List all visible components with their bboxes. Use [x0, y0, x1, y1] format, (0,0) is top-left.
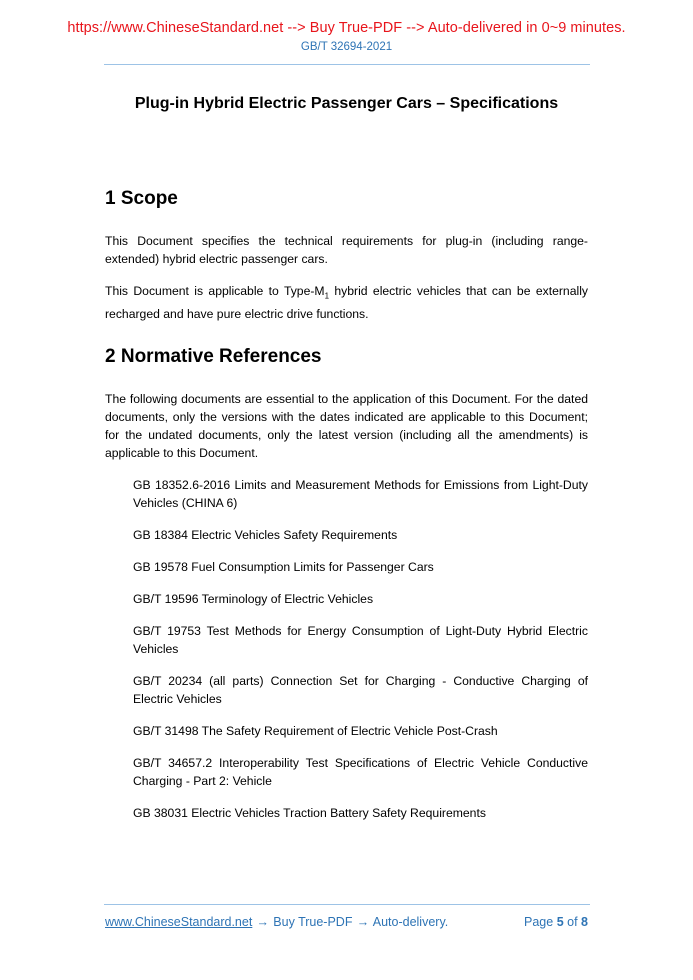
- arrow-right-icon: →: [256, 915, 270, 929]
- page-of: of: [567, 915, 578, 929]
- page-label: Page: [524, 915, 554, 929]
- reference-item: GB 38031 Electric Vehicles Traction Battery Safety Requirements: [133, 806, 486, 820]
- references-intro: The following documents are essential to the application of this Document. For the dated documents, only the versions with the dates indicated are applicable to this Document; for the undated documents, only the latest version (including all the amendments) is applicable to this Document.: [105, 392, 588, 460]
- reference-list: [133, 476, 588, 836]
- scope-paragraph-2-text-b: hybrid electric vehicles that can be externally recharged and have pure electric drive functions.: [105, 284, 588, 322]
- reference-item: GB/T 19753 Test Methods for Energy Consumption of Light-Duty Hybrid Electric Vehicles: [133, 624, 588, 656]
- header-divider: [104, 64, 590, 65]
- reference-item: GB/T 31498 The Safety Requirement of Electric Vehicle Post-Crash: [133, 724, 498, 738]
- reference-item: GB 18384 Electric Vehicles Safety Requirements: [133, 528, 398, 542]
- footer-delivery-text: Auto-delivery.: [372, 915, 449, 929]
- page-total: 8: [581, 915, 588, 929]
- scope-paragraph-2: [105, 282, 588, 323]
- scope-paragraph-2-subscript: 1: [324, 291, 330, 301]
- document-title: Plug-in Hybrid Electric Passenger Cars – Specifications: [134, 95, 559, 112]
- reference-item: GB 18352.6-2016 Limits and Measurement Methods for Emissions from Light-Duty Vehicles (CHINA 6): [133, 478, 588, 510]
- reference-item: GB/T 34657.2 Interoperability Test Specifications of Electric Vehicle Conductive Charging - Part 2: Vehicle: [133, 756, 588, 788]
- reference-item: GB 19578 Fuel Consumption Limits for Passenger Cars: [133, 560, 434, 574]
- page-indicator: [524, 915, 588, 929]
- footer: [105, 915, 588, 929]
- section-heading-scope: 1 Scope: [105, 188, 178, 209]
- footer-site-link[interactable]: www.ChineseStandard.net: [105, 915, 253, 929]
- page-current: 5: [556, 915, 564, 929]
- reference-item: GB/T 20234 (all parts) Connection Set for Charging - Conductive Charging of Electric Vehicles: [133, 674, 588, 706]
- footer-divider: [104, 904, 590, 905]
- top-banner[interactable]: https://www.ChineseStandard.net --> Buy True-PDF --> Auto-delivered in 0~9 minutes.: [67, 20, 626, 36]
- scope-paragraph-2-text-a: This Document is applicable to Type-M: [105, 284, 325, 298]
- section-heading-normative-references: 2 Normative References: [105, 346, 322, 367]
- reference-item: GB/T 19596 Terminology of Electric Vehicles: [133, 592, 374, 606]
- scope-paragraph-1: This Document specifies the technical requirements for plug-in (including range-extended) hybrid electric passenger cars.: [105, 234, 588, 266]
- standard-number: GB/T 32694-2021: [300, 41, 393, 53]
- arrow-right-icon: →: [356, 915, 370, 929]
- footer-buy-text: Buy True-PDF: [273, 915, 353, 929]
